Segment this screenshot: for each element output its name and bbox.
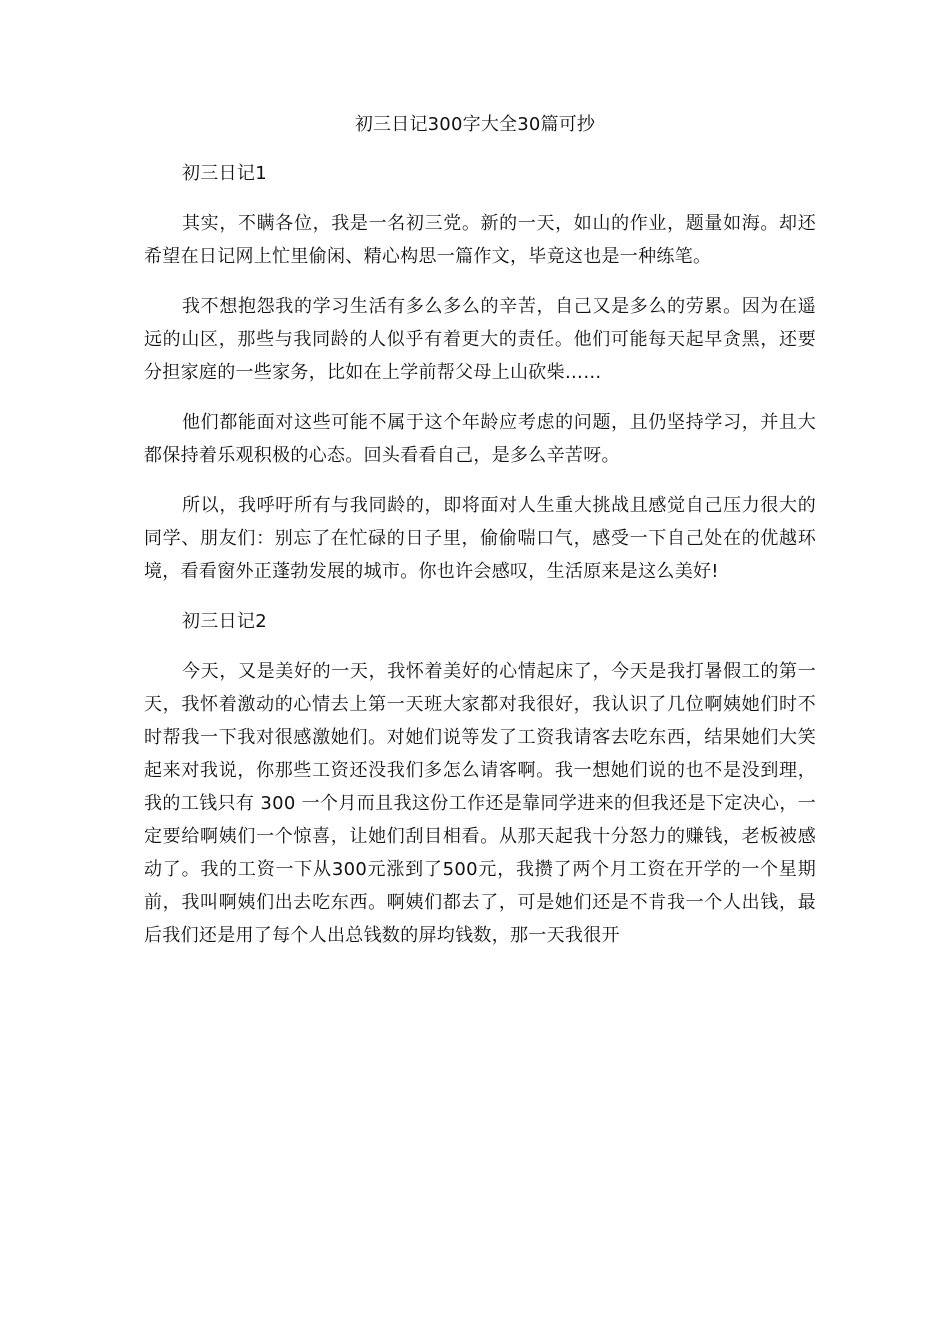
document-title: 初三日记300字大全30篇可抄	[354, 114, 596, 135]
section-heading: 初三日记2	[182, 611, 267, 632]
paragraph: 其实，不瞒各位，我是一名初三党。新的一天，如山的作业，题量如海。却还希望在日记网上忙里偷闲、精心构思一篇作文，毕竟这也是一种练笔。	[144, 213, 816, 267]
paragraph: 所以，我呼吁所有与我同龄的，即将面对人生重大挑战且感觉自己压力很大的同学、朋友们：别忘了在忙碌的日子里，偷偷喘口气，感受一下自己处在的优越环境，看看窗外正蓬勃发展的城市。你也许会感叹，生活原来是这么美好!	[144, 495, 816, 582]
paragraph: 今天，又是美好的一天，我怀着美好的心情起床了，今天是我打暑假工的第一天，我怀着激动的心情去上第一天班大家都对我很好，我认识了几位啊姨她们时不时帮我一下我对很感激她们。对她们说等发了工资我请客去吃东西，结果她们大笑起来对我说，你那些工资还没我们多怎么请客啊。我一想她们说的也不是没到理，我的工钱只有 300 一个月而且我这份工作还是靠同学进来的但我还是下定决心，一定要给啊姨们一个惊喜，让她们刮目相看。从那天起我十分怒力的赚钱，老板被感动了。我的工资一下从300元涨到了500元，我攒了两个月工资在开学的一个星期前，我叫啊姨们出去吃东西。啊姨们都去了，可是她们还是不肯我一个人出钱，最后我们还是用了每个人出总钱数的屏均钱数，那一天我很开	[144, 661, 816, 946]
document-body	[144, 157, 816, 969]
paragraph: 他们都能面对这些可能不属于这个年龄应考虑的问题，且仍坚持学习，并且大都保持着乐观积极的心态。回头看看自己，是多么辛苦呀。	[144, 412, 816, 466]
section-heading: 初三日记1	[182, 163, 267, 184]
paragraph: 我不想抱怨我的学习生活有多么多么的辛苦，自己又是多么的劳累。因为在遥远的山区，那些与我同龄的人似乎有着更大的责任。他们可能每天起早贪黑，还要分担家庭的一些家务，比如在上学前帮父母上山砍柴……	[144, 296, 816, 383]
